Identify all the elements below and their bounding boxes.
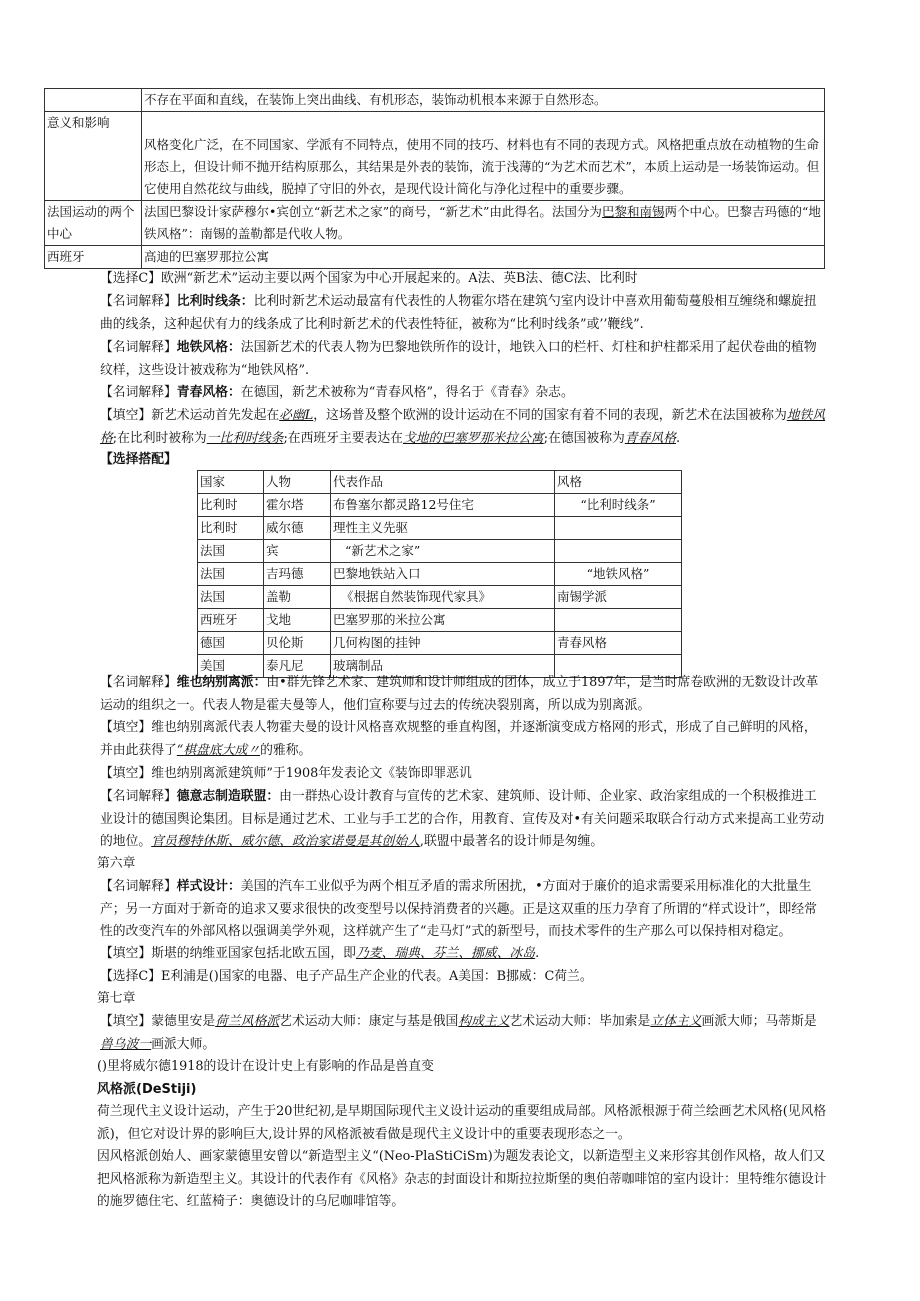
table-cell: 西班牙 [45, 246, 142, 269]
fill-blank-question [100, 405, 828, 450]
cell-text: 两个中心。巴黎吉玛德的“地铁风格”：南锡的盖勒都是代收人物。 [144, 204, 821, 241]
term-definition [100, 337, 828, 382]
term-title: 德意志制造联盟： [176, 789, 280, 804]
choice-question [100, 268, 828, 291]
definition-text: 美国的汽车工业似乎为两个相互矛盾的需求所困扰，•方面对于廉价的追求需要采用标准化的大批量生产；另一方面对于新奇的追求又要求很快的改变型号以保持消费者的兴趣。正是这双重的压力孕育了所谓的“样式设计”，即经常性的改变汽车的外部风格以强调美学外观，这样就产生了“走马灯”式的新型号，而技术零件的生产那么可以保持相对稳定。 [100, 879, 817, 939]
table-cell: 宾 [264, 540, 331, 563]
table-cell: “新艺术之家” [331, 540, 555, 563]
term-definition [100, 876, 828, 944]
question-text: 斯堪的纳维亚国家包括北欧五国，即 [151, 946, 356, 961]
table-cell: 法国运动的两个中心 [45, 201, 142, 246]
question-text: 艺术运动大师：康定与基是俄国 [279, 1014, 459, 1029]
question-tag: 【名词解释】 [100, 879, 177, 894]
question-text: 维也纳别离派建筑师”于1908年发表论文《装饰即罪恶讥 [151, 766, 472, 781]
question-text: 新艺术运动首先发起在 [151, 408, 280, 423]
question-tag: 【填空】 [100, 408, 152, 423]
table-row [198, 540, 682, 563]
cell-text: 法国巴黎设计家萨穆尔•宾创立“新艺术之家”的商号，“新艺术”由此得名。法国分为 [144, 204, 602, 219]
question-text: 欧洲“新艺术”运动主要以两个国家为中心开展起来的。A法、英B法、德C法、比利时 [160, 271, 638, 286]
question-tag: 【填空】 [100, 766, 152, 781]
table-row [45, 201, 825, 246]
table-cell: 泰凡尼 [264, 655, 331, 678]
question-tag: 【填空】 [100, 946, 152, 961]
table-cell: “地铁风格” [555, 563, 682, 586]
chapter-title: 第六章 [97, 856, 136, 871]
table-cell: 威尔德 [264, 517, 331, 540]
question-text: 画派大师；马蒂斯是 [701, 1014, 817, 1029]
question-tag: 【填空】 [100, 720, 152, 735]
table-cell: 比利时 [198, 517, 264, 540]
question-text: . [535, 946, 540, 961]
table-cell [45, 89, 142, 112]
answer-text: 一比利时线条 [206, 430, 284, 446]
term-title: 比利时线条： [176, 294, 254, 309]
question-text: . [676, 430, 681, 446]
table-cell: 代表作品 [331, 471, 555, 494]
answer-text: 地铁风格 [100, 408, 826, 446]
table-cell: 法国 [198, 563, 264, 586]
table-row [198, 609, 682, 632]
table-cell: 《根据自然装饰现代家具》 [331, 586, 555, 609]
body-paragraph: 荷兰现代主义设计运动，产生于20世纪初,是早期国际现代主义设计运动的重要组成局部。风格派根源于荷兰绘画艺术风格(见风格派)，但它对设计界的影响巨大,设计界的风格派被看做是现代主义设计中的重要表现形态之一。 [97, 1104, 827, 1142]
table-cell: 玻璃制品 [331, 655, 555, 678]
term-definition [100, 786, 828, 854]
table-cell: 法国 [198, 540, 264, 563]
section-heading: 风格派(DeStiji) [97, 1082, 197, 1097]
table-cell: 法国 [198, 586, 264, 609]
table-cell: 几何构图的挂钟 [331, 632, 555, 655]
table-cell: 西班牙 [198, 609, 264, 632]
table-cell: 人物 [264, 471, 331, 494]
table-row [198, 563, 682, 586]
question-line: ()里将威尔德1918的设计在设计史上有影响的作品是兽直变 [97, 1059, 434, 1074]
question-tag: 【选择C】 [100, 969, 161, 984]
table-cell: 贝伦斯 [264, 632, 331, 655]
answer-text: 戈地的巴塞罗那米拉公寓 [402, 430, 544, 446]
table-row [198, 586, 682, 609]
chapter-title: 第七章 [97, 991, 136, 1006]
table-row [198, 494, 682, 517]
question-tag: 【选择C】 [100, 271, 161, 286]
question-tag: 【名词解释】 [100, 340, 177, 355]
table-cell: 盖勒 [264, 586, 331, 609]
definition-text: 由一群热心设计教育与宣传的艺术家、建筑师、设计师、企业家、政治家组成的一个积极推进工业设计的德国舆论集团。目标是通过艺术、工业与手工艺的合作，用教育、宣传及对•有关问题采取联合行动方式来提高工业劳动的地位。 [100, 789, 825, 849]
table-cell: 吉玛德 [264, 563, 331, 586]
term-title: 样式设计： [176, 879, 241, 894]
art-nouveau-summary-table [44, 88, 825, 269]
table-cell: 布鲁塞尔都灵路12号住宅 [331, 494, 555, 517]
answer-text: 荷兰风格派 [215, 1014, 280, 1029]
table-cell [555, 609, 682, 632]
table-cell [555, 517, 682, 540]
term-definition [100, 672, 828, 717]
answer-text: 立体主义 [650, 1014, 702, 1029]
question-text: ，这场普及整个欧洲的设计运动在不同的国家有着不同的表现，新艺术在法国被称为 [313, 408, 787, 423]
cell-text: 风格变化广泛，在不同国家、学派有不同特点，使用不同的技巧、材料也有不同的表现方式。风格把重点放在动植物的生命形态上，但设计师不抛开结构原那么，其结果是外表的装饰，流于浅薄的“为艺术而艺术”，本质上运动是一场装饰运动。但它使用自然花纹与曲线，脱掉了守旧的外衣，是现代设计简化与净化过程中的重要步骤。 [144, 137, 820, 196]
fill-blank-question [100, 943, 828, 966]
matching-table [197, 470, 682, 678]
table-cell: 国家 [198, 471, 264, 494]
term-definition [100, 382, 828, 405]
table-cell: 戈地 [264, 609, 331, 632]
answer-text: 必幽L [279, 408, 314, 423]
answer-text: 乃麦、瑞典、芬兰、挪威、冰岛 [355, 946, 536, 961]
table-row [198, 471, 682, 494]
matching-question-heading [100, 449, 828, 472]
table-cell: 巴黎地铁站入口 [331, 563, 555, 586]
definition-text: 由•群先锋艺术家、建筑师和设计师组成的团体，成立于1897年，是当时席卷欧洲的无数设计改革运动的组织之一。代表人物是霍夫曼等人，他们宣称要与过去的传统决裂别离，所以成为别离派。 [100, 675, 819, 713]
question-text: ;在西班牙主要表达在 [283, 430, 403, 446]
table-cell [142, 112, 825, 201]
table-cell: 理性主义先驱 [331, 517, 555, 540]
definition-text: 在德国，新艺术被称为“青春风格”，得名于《青春》杂志。 [240, 385, 574, 400]
fill-blank-question [100, 763, 828, 786]
question-text: 画派大师。 [151, 1036, 216, 1052]
question-text: ;在比利时被称为 [112, 430, 207, 446]
table-cell: 南锡学派 [555, 586, 682, 609]
table-cell [555, 540, 682, 563]
question-text: 蒙德里安是 [151, 1014, 216, 1029]
question-tag: 【名词解释】 [100, 385, 177, 400]
table-cell: 风格 [555, 471, 682, 494]
answer-text: 构成主义 [458, 1014, 510, 1029]
term-title: 地铁风格： [176, 340, 241, 355]
answer-text: 官员穆特休斯、威尔德、政治家诺曼是其创始人 [151, 834, 420, 849]
table-cell: 比利时 [198, 494, 264, 517]
question-tag: 【名词解释】 [100, 675, 177, 690]
answer-text: “棋盘底大成〃 [176, 742, 261, 758]
definition-text: 法国新艺术的代表人物为巴黎地铁所作的设计，地铁入口的栏杆、灯柱和护柱都采用了起伏卷曲的植物纹样，这些设计被戏称为“地铁风格”. [100, 340, 817, 378]
fill-blank-question [100, 717, 828, 762]
question-text: 的雅称。 [260, 742, 312, 758]
table-row [45, 112, 825, 201]
choice-question [100, 966, 828, 989]
table-row [45, 89, 825, 112]
question-text: 维也纳别离派代表人物霍夫曼的设计风格喜欢规整的垂直构图，并逐渐演变成方格网的形式，形成了自己鲜明的风格，并由此获得了 [100, 720, 817, 758]
question-tag: 【填空】 [100, 1014, 152, 1029]
question-text: 艺术运动大师：毕加索是 [509, 1014, 651, 1029]
table-cell: 不存在平面和直线，在装饰上突出曲线、有机形态，装饰动机根本来源于自然形态。 [142, 89, 825, 112]
table-cell: 巴塞罗那的米拉公寓 [331, 609, 555, 632]
answer-text: 兽乌波一 [100, 1036, 152, 1052]
question-tag: 【名词解释】 [100, 294, 177, 309]
matching-table-body [198, 471, 682, 678]
question-text: ;在德国被称为 [543, 430, 625, 446]
definition-text: 比利时新艺术运动最富有代表性的人物霍尔塔在建筑勺室内设计中喜欢用葡萄蔓般相互缠绕和螺旋扭曲的线条，这种起伏有力的线条成了比利时新艺术的代表性特征，被称为“比利时线条”或’’鞭线”. [100, 294, 817, 332]
table-cell: 意义和影响 [45, 112, 142, 201]
question-tag: 【名词解释】 [100, 789, 177, 804]
definition-text: ,联盟中最著名的设计师是匆缠。 [419, 834, 604, 849]
table-cell: “比利时线条” [555, 494, 682, 517]
table-cell: 霍尔塔 [264, 494, 331, 517]
table-cell: 美国 [198, 655, 264, 678]
question-tag: 【选择搭配】 [100, 452, 177, 467]
table-cell: 高迪的巴塞罗那拉公寓 [142, 246, 825, 269]
fill-blank-question [100, 1011, 828, 1056]
body-paragraph: 因风格派创始人、画家蒙德里安曾以“新造型主义“(Neo-PlaStiCiSm)为题发表论文，以新造型主义来形容其创作风格，故人们又把风格派称为新造型主义。其设计的代表作有《风格》杂志的封面设计和斯拉拉斯堡的奥伯蒂咖啡馆的室内设计：里特维尔德设计的施罗德住宅、红蓝椅子：奥德设计的乌尼咖啡馆等。 [97, 1149, 827, 1209]
table-cell: 青春风格 [555, 632, 682, 655]
term-title: 青春风格： [176, 385, 241, 400]
term-title: 维也纳别离派： [176, 675, 267, 690]
table-row [198, 517, 682, 540]
question-text: E利浦是()国家的电器、电子产品生产企业的代表。A美国：B挪威：C荷兰。 [160, 969, 593, 984]
underlined-text: 巴黎和南锡 [601, 204, 665, 219]
table-row [45, 246, 825, 269]
table-cell [142, 201, 825, 246]
table-cell: 德国 [198, 632, 264, 655]
term-definition [100, 291, 828, 336]
table-row [198, 632, 682, 655]
answer-text: 青春风格 [624, 430, 676, 446]
